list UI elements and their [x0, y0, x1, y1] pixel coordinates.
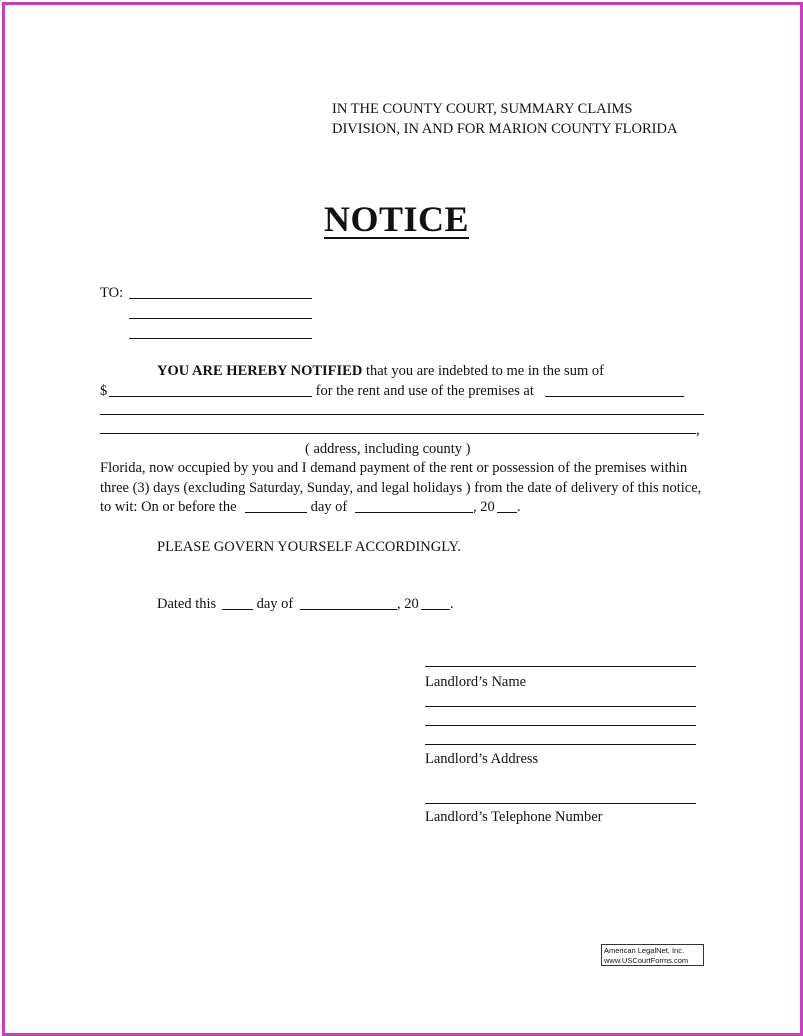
- sum-amount-line[interactable]: [109, 396, 312, 397]
- dated-prefix: Dated this: [157, 596, 220, 612]
- dated-day-of: day of: [253, 596, 297, 612]
- to-line-1[interactable]: [129, 298, 312, 299]
- landlord-address-label: Landlord’s Address: [425, 751, 539, 767]
- court-heading-line2: DIVISION, IN AND FOR MARION COUNTY FLORIDA: [332, 121, 678, 137]
- dated-year-line[interactable]: [421, 609, 450, 610]
- landlord-address-line-3[interactable]: [425, 744, 696, 745]
- notified-rest: that you are indebted to me in the sum of: [362, 363, 604, 379]
- address-caption: ( address, including county ): [305, 441, 471, 457]
- dollar-sign: $: [100, 383, 108, 399]
- rent-text: for the rent and use of the premises at: [312, 383, 538, 399]
- wit-year-prefix: , 20: [473, 499, 495, 515]
- wit-end: .: [517, 499, 521, 515]
- footer-publisher: American LegalNet, Inc.: [604, 946, 685, 955]
- wit-month-line[interactable]: [355, 512, 473, 513]
- florida-line: Florida, now occupied by you and I demand payment of the rent or possession of the premises within: [100, 460, 688, 476]
- landlord-address-line-2[interactable]: [425, 725, 696, 726]
- to-label: TO:: [100, 285, 124, 301]
- footer-website: www.USCourtForms.com: [604, 956, 689, 965]
- publisher-footer: [601, 944, 704, 966]
- premises-line-3[interactable]: [100, 433, 696, 434]
- landlord-address-line-1[interactable]: [425, 706, 696, 707]
- wit-day-line[interactable]: [245, 512, 307, 513]
- premises-line-start[interactable]: [545, 396, 684, 397]
- premises-line-2[interactable]: [100, 414, 704, 415]
- dated-day-line[interactable]: [222, 609, 253, 610]
- wit-prefix: to wit: On or before the: [100, 499, 241, 515]
- landlord-phone-label: Landlord’s Telephone Number: [425, 809, 603, 825]
- wit-year-line[interactable]: [497, 512, 517, 513]
- to-line-2[interactable]: [129, 318, 312, 319]
- dated-year-prefix: , 20: [397, 596, 419, 612]
- notified-line: [157, 362, 604, 380]
- document-title: NOTICE: [324, 199, 470, 239]
- notified-bold: YOU ARE HEREBY NOTIFIED: [157, 363, 363, 379]
- landlord-phone-line[interactable]: [425, 803, 696, 804]
- page-border: [2, 2, 803, 1036]
- govern-text: PLEASE GOVERN YOURSELF ACCORDINGLY.: [157, 539, 461, 555]
- three-days-line: three (3) days (excluding Saturday, Sunday, and legal holidays ) from the date of delivery of this notice,: [100, 480, 702, 496]
- court-heading-line1: IN THE COUNTY COURT, SUMMARY CLAIMS: [332, 101, 633, 117]
- premises-comma: ,: [696, 422, 700, 438]
- dated-month-line[interactable]: [300, 609, 397, 610]
- wit-day-of: day of: [307, 499, 351, 515]
- to-line-3[interactable]: [129, 338, 312, 339]
- landlord-name-label: Landlord’s Name: [425, 674, 527, 690]
- dated-end: .: [450, 596, 454, 612]
- landlord-name-line[interactable]: [425, 666, 696, 667]
